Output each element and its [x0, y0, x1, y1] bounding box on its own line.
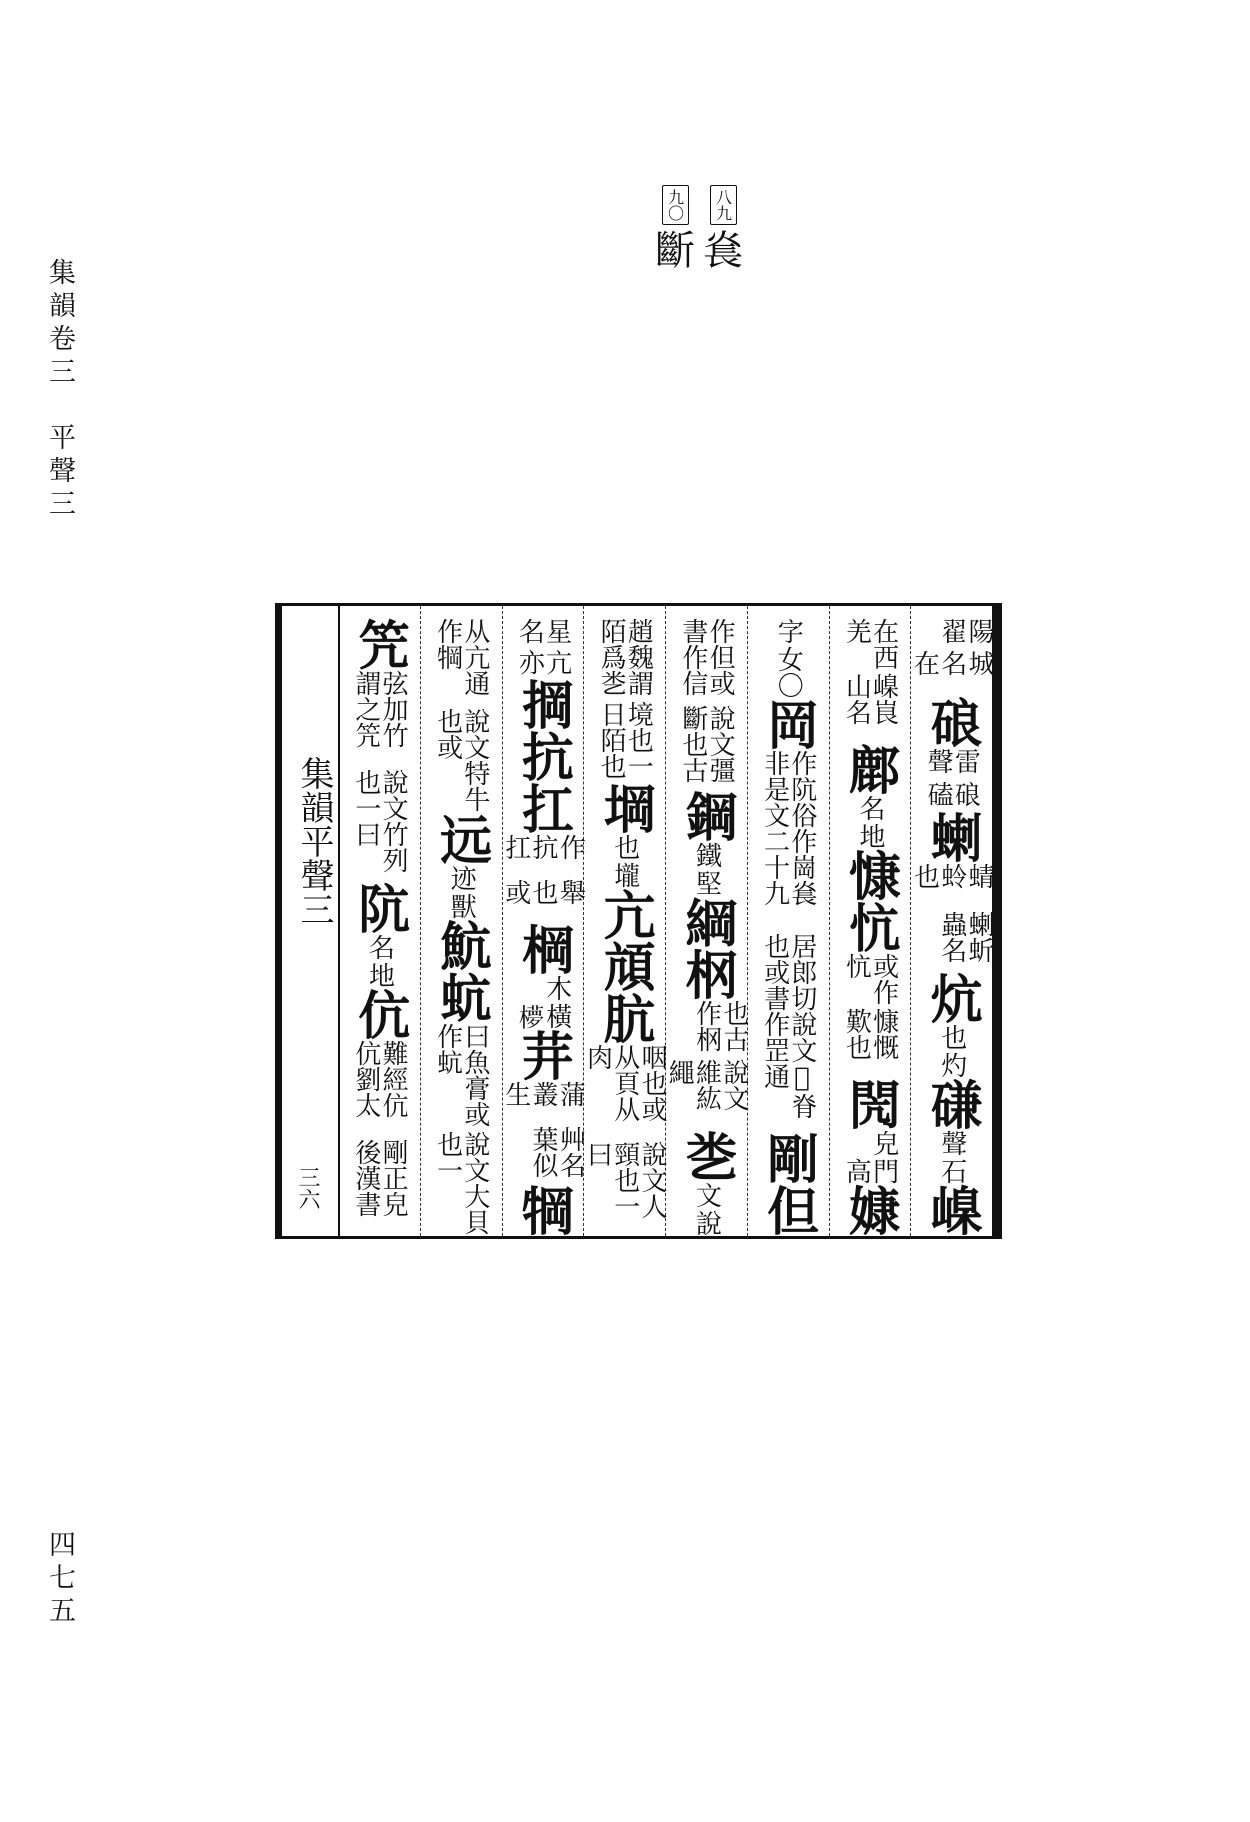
- gloss: [691, 1182, 722, 1236]
- gloss-line: 城名在: [909, 650, 995, 677]
- headword: 笐: [348, 618, 410, 670]
- gloss-line: 也: [936, 1024, 967, 1050]
- gloss-line: 蒲叢生: [500, 1080, 586, 1107]
- headword: 扛: [512, 781, 574, 834]
- gloss-line: 橫𣟃: [514, 1002, 572, 1029]
- text-column: [747, 606, 829, 1236]
- gloss-line: 字: [773, 618, 804, 644]
- gloss-line: 灼: [936, 1052, 967, 1078]
- headword: 棡: [512, 922, 574, 975]
- gloss-line: 〇: [773, 672, 804, 698]
- headword: 嫝: [839, 1184, 901, 1236]
- gloss: [691, 842, 722, 897]
- column-text: [747, 618, 829, 1236]
- gloss-line: 咽也或从頁从肉: [582, 1044, 668, 1123]
- headword: 磏: [921, 1078, 983, 1130]
- gloss-line: 說文特牛也或: [432, 707, 490, 812]
- gloss-line: 作阬俗作崗㷃非是文二十九: [759, 750, 817, 906]
- gloss-line: 也: [609, 834, 640, 861]
- headword: 閌: [839, 1077, 901, 1130]
- gloss: [909, 863, 995, 972]
- gloss-line: 皃: [868, 1129, 899, 1156]
- gloss-line: 作但或書作信: [677, 618, 736, 697]
- collation-notes: [655, 185, 765, 355]
- note-mark: 八九: [710, 185, 737, 225]
- headword: 犅: [512, 1184, 574, 1236]
- margin-leaf-number: 三六: [295, 1166, 320, 1210]
- note-mark: 九〇: [662, 185, 689, 225]
- gloss-line: 說文維紘繩: [664, 1059, 749, 1112]
- headword: 剛: [757, 1132, 819, 1184]
- gloss-line: 慷慨歎也: [841, 1007, 899, 1060]
- gloss-line: 迹: [446, 865, 477, 892]
- gloss: [842, 953, 897, 1078]
- block-margin-column: [282, 606, 340, 1236]
- gloss: [665, 1000, 747, 1130]
- text-column: [420, 606, 502, 1236]
- headword: 蚢: [430, 971, 492, 1024]
- running-head: 集韻卷三 平聲三: [44, 258, 75, 522]
- gloss: [500, 833, 586, 923]
- headword: 堈: [594, 782, 656, 835]
- headword: 硠: [921, 696, 983, 749]
- headword: 㐘: [675, 1130, 737, 1182]
- gloss: [909, 618, 995, 696]
- gloss: [352, 670, 407, 882]
- gloss: [855, 794, 886, 849]
- gloss: [936, 1130, 967, 1184]
- headword: 慷: [839, 848, 901, 901]
- gloss: [609, 834, 640, 889]
- headword: 綱: [675, 896, 737, 949]
- headword: 亢: [594, 888, 656, 941]
- gloss: [433, 1023, 488, 1236]
- note-char: 㷃: [703, 228, 743, 274]
- column-text: [909, 618, 995, 1236]
- headword: 嵲: [921, 1184, 983, 1236]
- gloss-line: 亢亦: [514, 648, 572, 675]
- text-column: [338, 606, 420, 1236]
- headword: 阬: [348, 882, 410, 935]
- gloss-line: 說文大貝也一: [432, 1130, 490, 1235]
- headword: 頏: [594, 940, 656, 993]
- text-column: [582, 606, 668, 1236]
- gloss-line: 舉也或: [500, 879, 586, 906]
- gloss: [352, 1040, 407, 1236]
- headword: 茾: [512, 1028, 574, 1081]
- gloss-line: 也古作㭎: [691, 1000, 749, 1053]
- text-column: [502, 606, 584, 1236]
- gloss-line: 境也一日陌也: [596, 701, 654, 780]
- gloss-line: 陽翟: [936, 618, 995, 644]
- text-column: [909, 606, 995, 1236]
- column-text: [420, 618, 502, 1236]
- headword: 但: [757, 1184, 819, 1236]
- woodblock-page-frame: [275, 603, 1002, 1239]
- headword: 远: [430, 813, 492, 866]
- gloss: [364, 934, 395, 989]
- gloss: [773, 672, 804, 698]
- collation-note: [655, 185, 695, 274]
- gloss-line: 居郎切說文𡵨脊也或書作罡通: [759, 933, 817, 1120]
- gloss-line: 鐵: [691, 842, 722, 869]
- gloss-line: 說: [691, 1210, 722, 1236]
- gloss-line: 趙魏謂陌爲㐘: [596, 618, 654, 697]
- gloss: [597, 618, 652, 782]
- gloss: [842, 618, 897, 743]
- page-number: 四七五: [44, 1530, 75, 1629]
- gloss-line: 蝲蚚蟲名: [936, 910, 995, 963]
- gloss-line: 作抗扛: [500, 833, 586, 860]
- collation-note: [703, 185, 743, 274]
- column-text: [338, 618, 420, 1236]
- gloss-line: 嵲峎山名: [841, 672, 899, 725]
- gloss: [515, 975, 570, 1029]
- note-char: 斷: [655, 228, 695, 274]
- gloss: [842, 1130, 897, 1184]
- gloss-line: 壠: [609, 862, 640, 889]
- gloss-line: 硠磕: [923, 780, 981, 807]
- gloss-line: 从亢通作犅: [432, 618, 490, 696]
- gloss: [936, 1024, 967, 1078]
- headword: 魧: [430, 919, 492, 972]
- gloss: [582, 1044, 668, 1236]
- gloss: [924, 748, 979, 811]
- gloss-line: 名: [364, 934, 395, 961]
- gloss: [760, 750, 815, 1132]
- headword: 伉: [348, 988, 410, 1041]
- headword: 蝲: [921, 811, 983, 863]
- column-text: [582, 618, 668, 1236]
- margin-title: 集韻平聲三: [294, 756, 334, 926]
- headword: 鋼: [675, 790, 737, 843]
- gloss-line: 堅: [691, 870, 722, 897]
- gloss-line: 在西羌: [841, 618, 899, 670]
- gloss-line: 文: [691, 1182, 722, 1208]
- headword: 岡: [757, 698, 819, 750]
- gloss-line: 地: [855, 822, 886, 849]
- text-column: [829, 606, 911, 1236]
- gloss-line: 蜻蛉也: [909, 863, 995, 889]
- gloss-line: 木: [541, 974, 572, 1001]
- gloss-line: 門高: [841, 1157, 899, 1184]
- gloss: [515, 618, 570, 678]
- gloss-line: 剛正皃後漢書: [350, 1139, 409, 1218]
- headword: 鄜: [839, 742, 901, 795]
- gloss-line: 地: [364, 962, 395, 989]
- gloss-line: 難經伉伉劉太: [350, 1040, 409, 1119]
- headword: 抗: [512, 729, 574, 782]
- gloss-line: 獸: [446, 893, 477, 920]
- gloss-line: 說文竹列也一曰: [350, 768, 409, 873]
- gloss-line: 名: [855, 794, 886, 821]
- gloss-line: 弦加竹謂之笐: [350, 670, 409, 748]
- gloss-line: 石: [936, 1158, 967, 1184]
- gloss-line: 雷聲: [923, 748, 981, 775]
- gloss: [773, 618, 804, 672]
- gloss-line: 或作忼: [841, 952, 899, 1005]
- headword: 掆: [512, 677, 574, 730]
- gloss-line: 艸名葉似: [528, 1126, 586, 1178]
- headword: 忼: [839, 900, 901, 953]
- gloss-line: 曰魚膏或作蚢: [432, 1023, 490, 1128]
- gloss: [500, 1080, 586, 1185]
- column-text: [502, 618, 584, 1236]
- column-text: [829, 618, 911, 1236]
- headword: 㭎: [675, 948, 737, 1001]
- headword: 肮: [594, 992, 656, 1045]
- gloss-line: 星名: [514, 618, 572, 644]
- gloss-line: 女: [773, 646, 804, 672]
- gloss-line: 聲: [936, 1130, 967, 1156]
- gloss: [446, 865, 477, 920]
- text-column: [665, 606, 747, 1236]
- headword: 炕: [921, 972, 983, 1024]
- gloss-line: 說文人頸也一曰: [582, 1141, 668, 1220]
- gloss: [433, 618, 488, 813]
- gloss-line: 說文彊斷也古: [677, 705, 736, 784]
- gloss: [679, 618, 734, 790]
- column-text: [665, 618, 747, 1236]
